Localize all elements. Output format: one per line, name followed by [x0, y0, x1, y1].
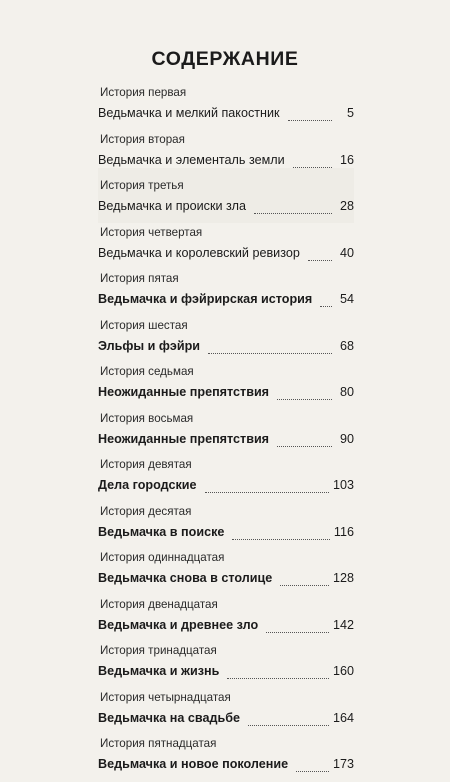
chapter-title: Ведьмачка на свадьбе [98, 710, 241, 725]
toc-entry [98, 224, 354, 271]
chapter-title: Ведьмачка и мелкий пакостник [98, 106, 280, 120]
toc-entry [98, 735, 354, 782]
story-number: История одиннадцатая [100, 551, 225, 564]
story-number: История шестая [100, 318, 188, 332]
dot-leader [308, 259, 332, 261]
dot-leader [296, 770, 329, 772]
toc-entry [98, 177, 354, 224]
story-number: История восьмая [100, 411, 194, 425]
chapter-title: Дела городские [98, 478, 197, 492]
page-number: 160 [332, 664, 354, 678]
story-number: История четырнадцатая [100, 690, 231, 704]
toc-row [98, 150, 354, 172]
toc-entry [98, 503, 354, 550]
page-number: 54 [339, 292, 354, 306]
toc-entry [98, 131, 354, 178]
dot-leader [227, 677, 329, 679]
page-number: 40 [339, 245, 354, 260]
chapter-title: Ведьмачка и новое поколение [98, 757, 289, 771]
dot-leader [277, 445, 332, 447]
dot-leader [277, 398, 332, 400]
page-title: СОДЕРЖАНИЕ [151, 48, 299, 70]
page-number: 28 [339, 199, 354, 213]
toc-row [98, 243, 354, 265]
dot-leader [280, 584, 329, 586]
dot-leader [266, 631, 329, 633]
dot-leader [208, 352, 332, 354]
toc-row [98, 615, 354, 637]
toc-entry [98, 317, 354, 364]
toc-entry [98, 84, 354, 131]
toc-row [98, 429, 354, 451]
page-number: 116 [333, 524, 354, 539]
toc-row [98, 289, 354, 311]
chapter-title: Неожиданные препятствия [98, 431, 270, 446]
story-number: История вторая [100, 132, 185, 146]
toc-entry [98, 270, 354, 317]
toc-row [98, 475, 354, 497]
page-number: 103 [332, 478, 354, 492]
toc-entry [98, 363, 354, 410]
chapter-title: Ведьмачка и древнее зло [98, 617, 259, 632]
chapter-title: Ведьмачка и элементаль земли [98, 152, 285, 167]
toc-row [98, 568, 354, 590]
story-number: История первая [100, 86, 187, 99]
toc-entry [98, 410, 354, 457]
toc-row [98, 382, 354, 404]
chapter-title: Ведьмачка снова в столице [98, 571, 273, 585]
story-number: История двенадцатая [100, 597, 218, 611]
page-number: 164 [332, 710, 354, 725]
toc-entry [98, 689, 354, 736]
story-number: История четвертая [100, 225, 203, 239]
chapter-title: Эльфы и фэйри [98, 338, 201, 353]
dot-leader [320, 305, 332, 307]
dot-leader [232, 538, 330, 540]
dot-leader [205, 491, 329, 493]
toc-row [98, 522, 354, 544]
dot-leader [293, 166, 332, 168]
chapter-title: Неожиданные препятствия [98, 385, 270, 399]
page-number: 16 [339, 152, 354, 167]
dot-leader [248, 724, 329, 726]
chapter-title: Ведьмачка в поиске [98, 524, 225, 539]
page-number: 68 [339, 338, 354, 353]
page-number: 80 [339, 385, 354, 399]
story-number: История седьмая [100, 365, 194, 378]
story-number: История пятая [100, 272, 179, 285]
toc-row [98, 661, 354, 683]
story-number: История третья [100, 179, 184, 192]
story-number: История девятая [100, 458, 192, 471]
page-number: 90 [339, 431, 354, 446]
page-number: 142 [332, 617, 354, 632]
toc-entry [98, 549, 354, 596]
toc-row [98, 196, 354, 218]
chapter-title: Ведьмачка и происки зла [98, 199, 246, 213]
page-number: 5 [346, 106, 354, 120]
dot-leader [254, 212, 332, 214]
toc-entry [98, 596, 354, 643]
dot-leader [288, 119, 332, 121]
toc-row [98, 708, 354, 730]
toc-row [98, 754, 354, 776]
toc-entry [98, 456, 354, 503]
page-number: 173 [332, 757, 354, 771]
toc-row [98, 336, 354, 358]
chapter-title: Ведьмачка и фэйрирская история [98, 292, 313, 306]
story-number: История тринадцатая [100, 644, 217, 657]
toc-row [98, 103, 354, 125]
table-of-contents [98, 84, 354, 782]
story-number: История пятнадцатая [100, 737, 217, 750]
toc-entry [98, 642, 354, 689]
story-number: История десятая [100, 504, 192, 518]
page-number: 128 [332, 571, 354, 585]
chapter-title: Ведьмачка и жизнь [98, 664, 220, 678]
chapter-title: Ведьмачка и королевский ревизор [98, 245, 300, 260]
